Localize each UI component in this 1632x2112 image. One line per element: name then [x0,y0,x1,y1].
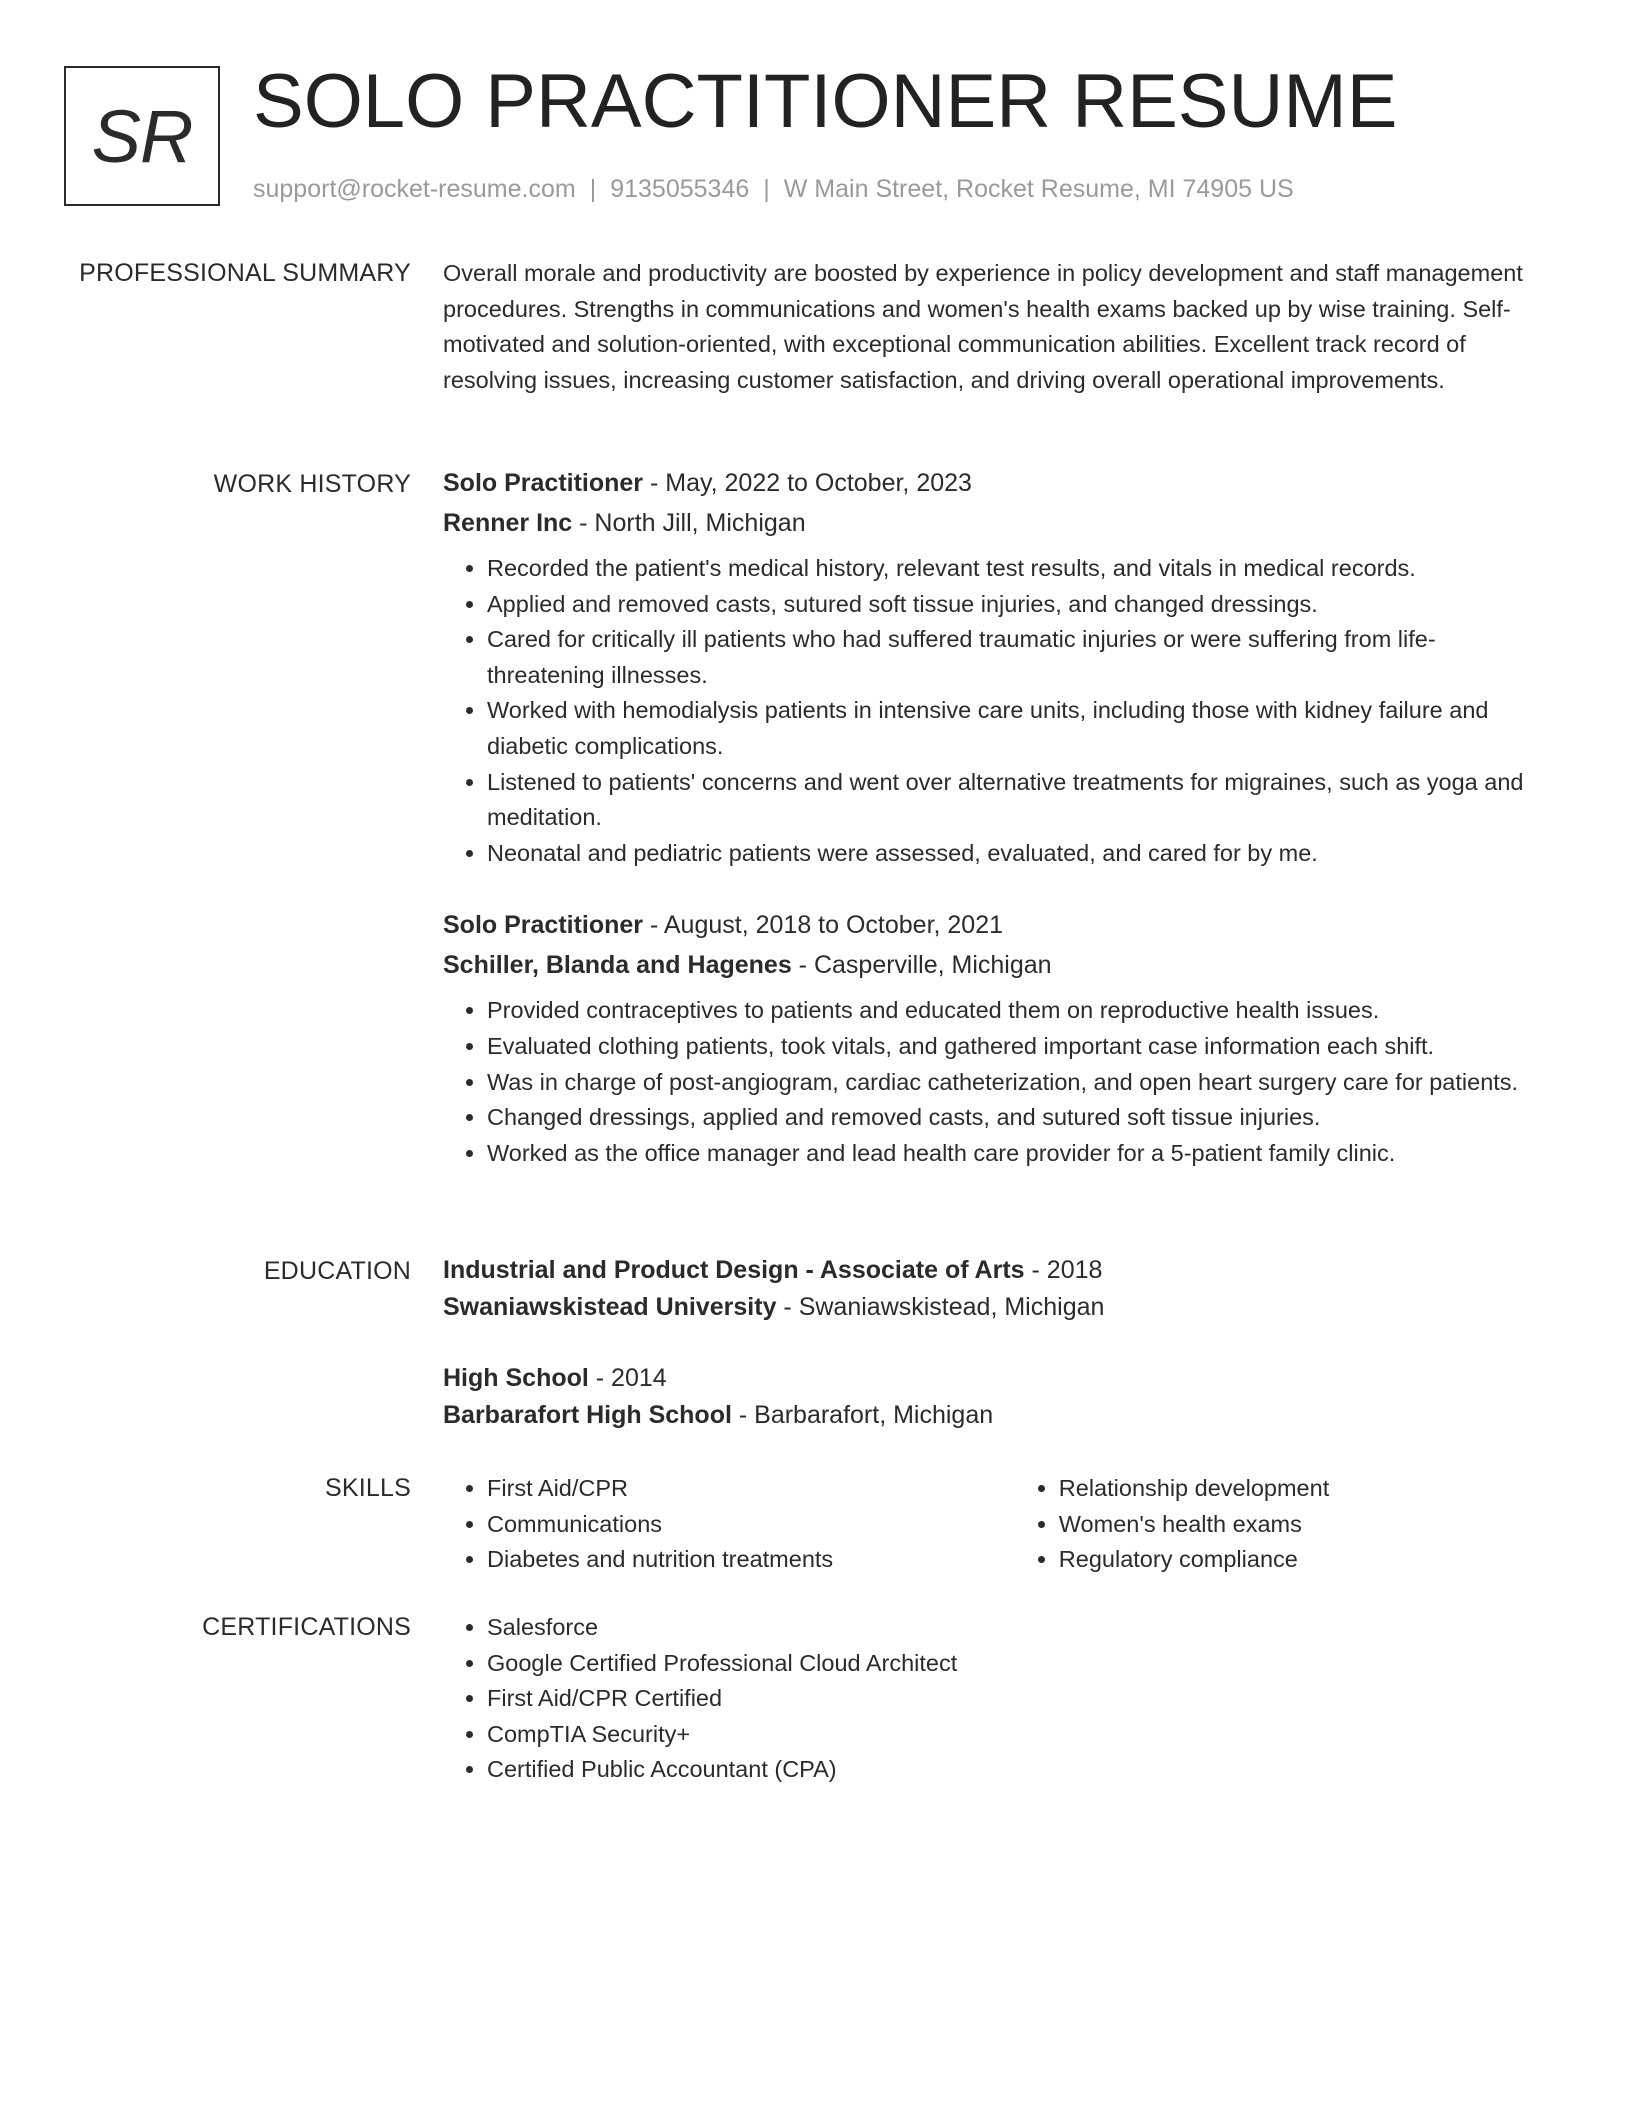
job-duties-list [443,993,1543,1171]
job-dates: - August, 2018 to October, 2021 [643,911,1004,940]
education-entry [443,1252,1543,1326]
section-heading-skills: SKILLS [325,1474,411,1502]
list-item: • Applied and removed casts, sutured soft tissue injuries, and changed dressings. [487,587,1543,623]
degree-year: - 2018 [1024,1256,1103,1284]
list-item: • Cared for critically ill patients who had suffered traumatic injuries or were suffering from life-threatening illnesses. [487,622,1543,693]
summary-body [443,256,1543,398]
list-item: • Evaluated clothing patients, took vitals, and gathered important case information each shift. [487,1029,1543,1065]
job-location: - Casperville, Michigan [791,951,1052,980]
job-entry [443,905,1543,1171]
job-title: Solo Practitioner [443,911,644,940]
school-location: - Swaniawskistead, Michigan [776,1293,1105,1321]
education-body [443,1252,1543,1434]
job-location: - North Jill, Michigan [572,509,806,537]
list-item: • Diabetes and nutrition treatments [487,1542,1015,1578]
contact-line [253,172,1294,206]
school-line [443,1289,1543,1326]
job-title: Solo Practitioner [443,469,644,497]
school-line [443,1397,1543,1434]
list-item: • Provided contraceptives to patients and educated them on reproductive health issues. [487,993,1543,1029]
list-item: • CompTIA Security+ [487,1717,1543,1753]
contact-separator: | [589,175,597,203]
degree-name: High School [443,1364,589,1392]
skills-list-column-1 [443,1471,1015,1578]
school-name: Swaniawskistead University [443,1293,777,1321]
contact-phone[interactable]: 9135055346 [610,175,750,203]
section-heading-summary: PROFESSIONAL SUMMARY [79,259,411,287]
job-entry [443,463,1543,871]
work-history-body [443,463,1543,1171]
contact-address: W Main Street, Rocket Resume, MI 74905 US [783,175,1294,203]
list-item: • Was in charge of post-angiogram, cardiac catheterization, and open heart surgery care for patients. [487,1065,1543,1101]
job-title-line [443,905,1543,945]
list-item: • First Aid/CPR Certified [487,1681,1543,1717]
resume-title: SOLO PRACTITIONER RESUME [253,59,1398,144]
list-item: • Communications [487,1507,1015,1543]
list-item: • Worked as the office manager and lead health care provider for a 5-patient family clinic. [487,1136,1543,1172]
list-item: • Worked with hemodialysis patients in intensive care units, including those with kidney failure and diabetic complications. [487,693,1543,764]
monogram-logo: SR [64,66,220,206]
job-company-line [443,503,1543,543]
job-duties-list [443,551,1543,871]
section-heading-work-history: WORK HISTORY [213,470,411,498]
list-item: • Regulatory compliance [1059,1542,1543,1578]
skills-list-column-2 [1015,1471,1543,1578]
school-location: - Barbarafort, Michigan [731,1401,994,1429]
job-company-line [443,945,1543,985]
job-title-line [443,463,1543,503]
list-item: • First Aid/CPR [487,1471,1015,1507]
list-item: • Neonatal and pediatric patients were assessed, evaluated, and cared for by me. [487,836,1543,872]
list-item: • Certified Public Accountant (CPA) [487,1752,1543,1788]
list-item: • Women's health exams [1059,1507,1543,1543]
list-item: • Salesforce [487,1610,1543,1646]
list-item: • Changed dressings, applied and removed casts, and sutured soft tissue injuries. [487,1100,1543,1136]
certifications-body [443,1610,1543,1788]
summary-text: Overall morale and productivity are boosted by experience in policy development and staff management procedures. Strengths in communications and women's health exams backed up by wise training. Self-motivated and solution-oriented, with exceptional communication abilities. Excellent track record of resolving issues, increasing customer satisfaction, and driving overall operational improvements. [443,260,1523,393]
education-entry [443,1360,1543,1434]
contact-email[interactable]: support@rocket-resume.com [253,175,576,203]
degree-line [443,1252,1543,1289]
job-company: Renner Inc [443,509,573,537]
list-item: • Relationship development [1059,1471,1543,1507]
section-heading-certifications: CERTIFICATIONS [202,1613,411,1641]
degree-name: Industrial and Product Design - Associate of Arts [443,1256,1025,1284]
certifications-list [443,1610,1543,1788]
school-name: Barbarafort High School [443,1401,732,1429]
list-item: • Listened to patients' concerns and went over alternative treatments for migraines, such as yoga and meditation. [487,765,1543,836]
list-item: • Recorded the patient's medical history, relevant test results, and vitals in medical records. [487,551,1543,587]
skills-body [443,1471,1543,1578]
job-dates: - May, 2022 to October, 2023 [643,469,972,497]
job-company: Schiller, Blanda and Hagenes [443,951,792,980]
section-heading-education: EDUCATION [263,1257,411,1285]
list-item: • Google Certified Professional Cloud Architect [487,1646,1543,1682]
contact-separator: | [763,175,770,203]
degree-line [443,1360,1543,1397]
degree-year: - 2014 [588,1364,667,1392]
